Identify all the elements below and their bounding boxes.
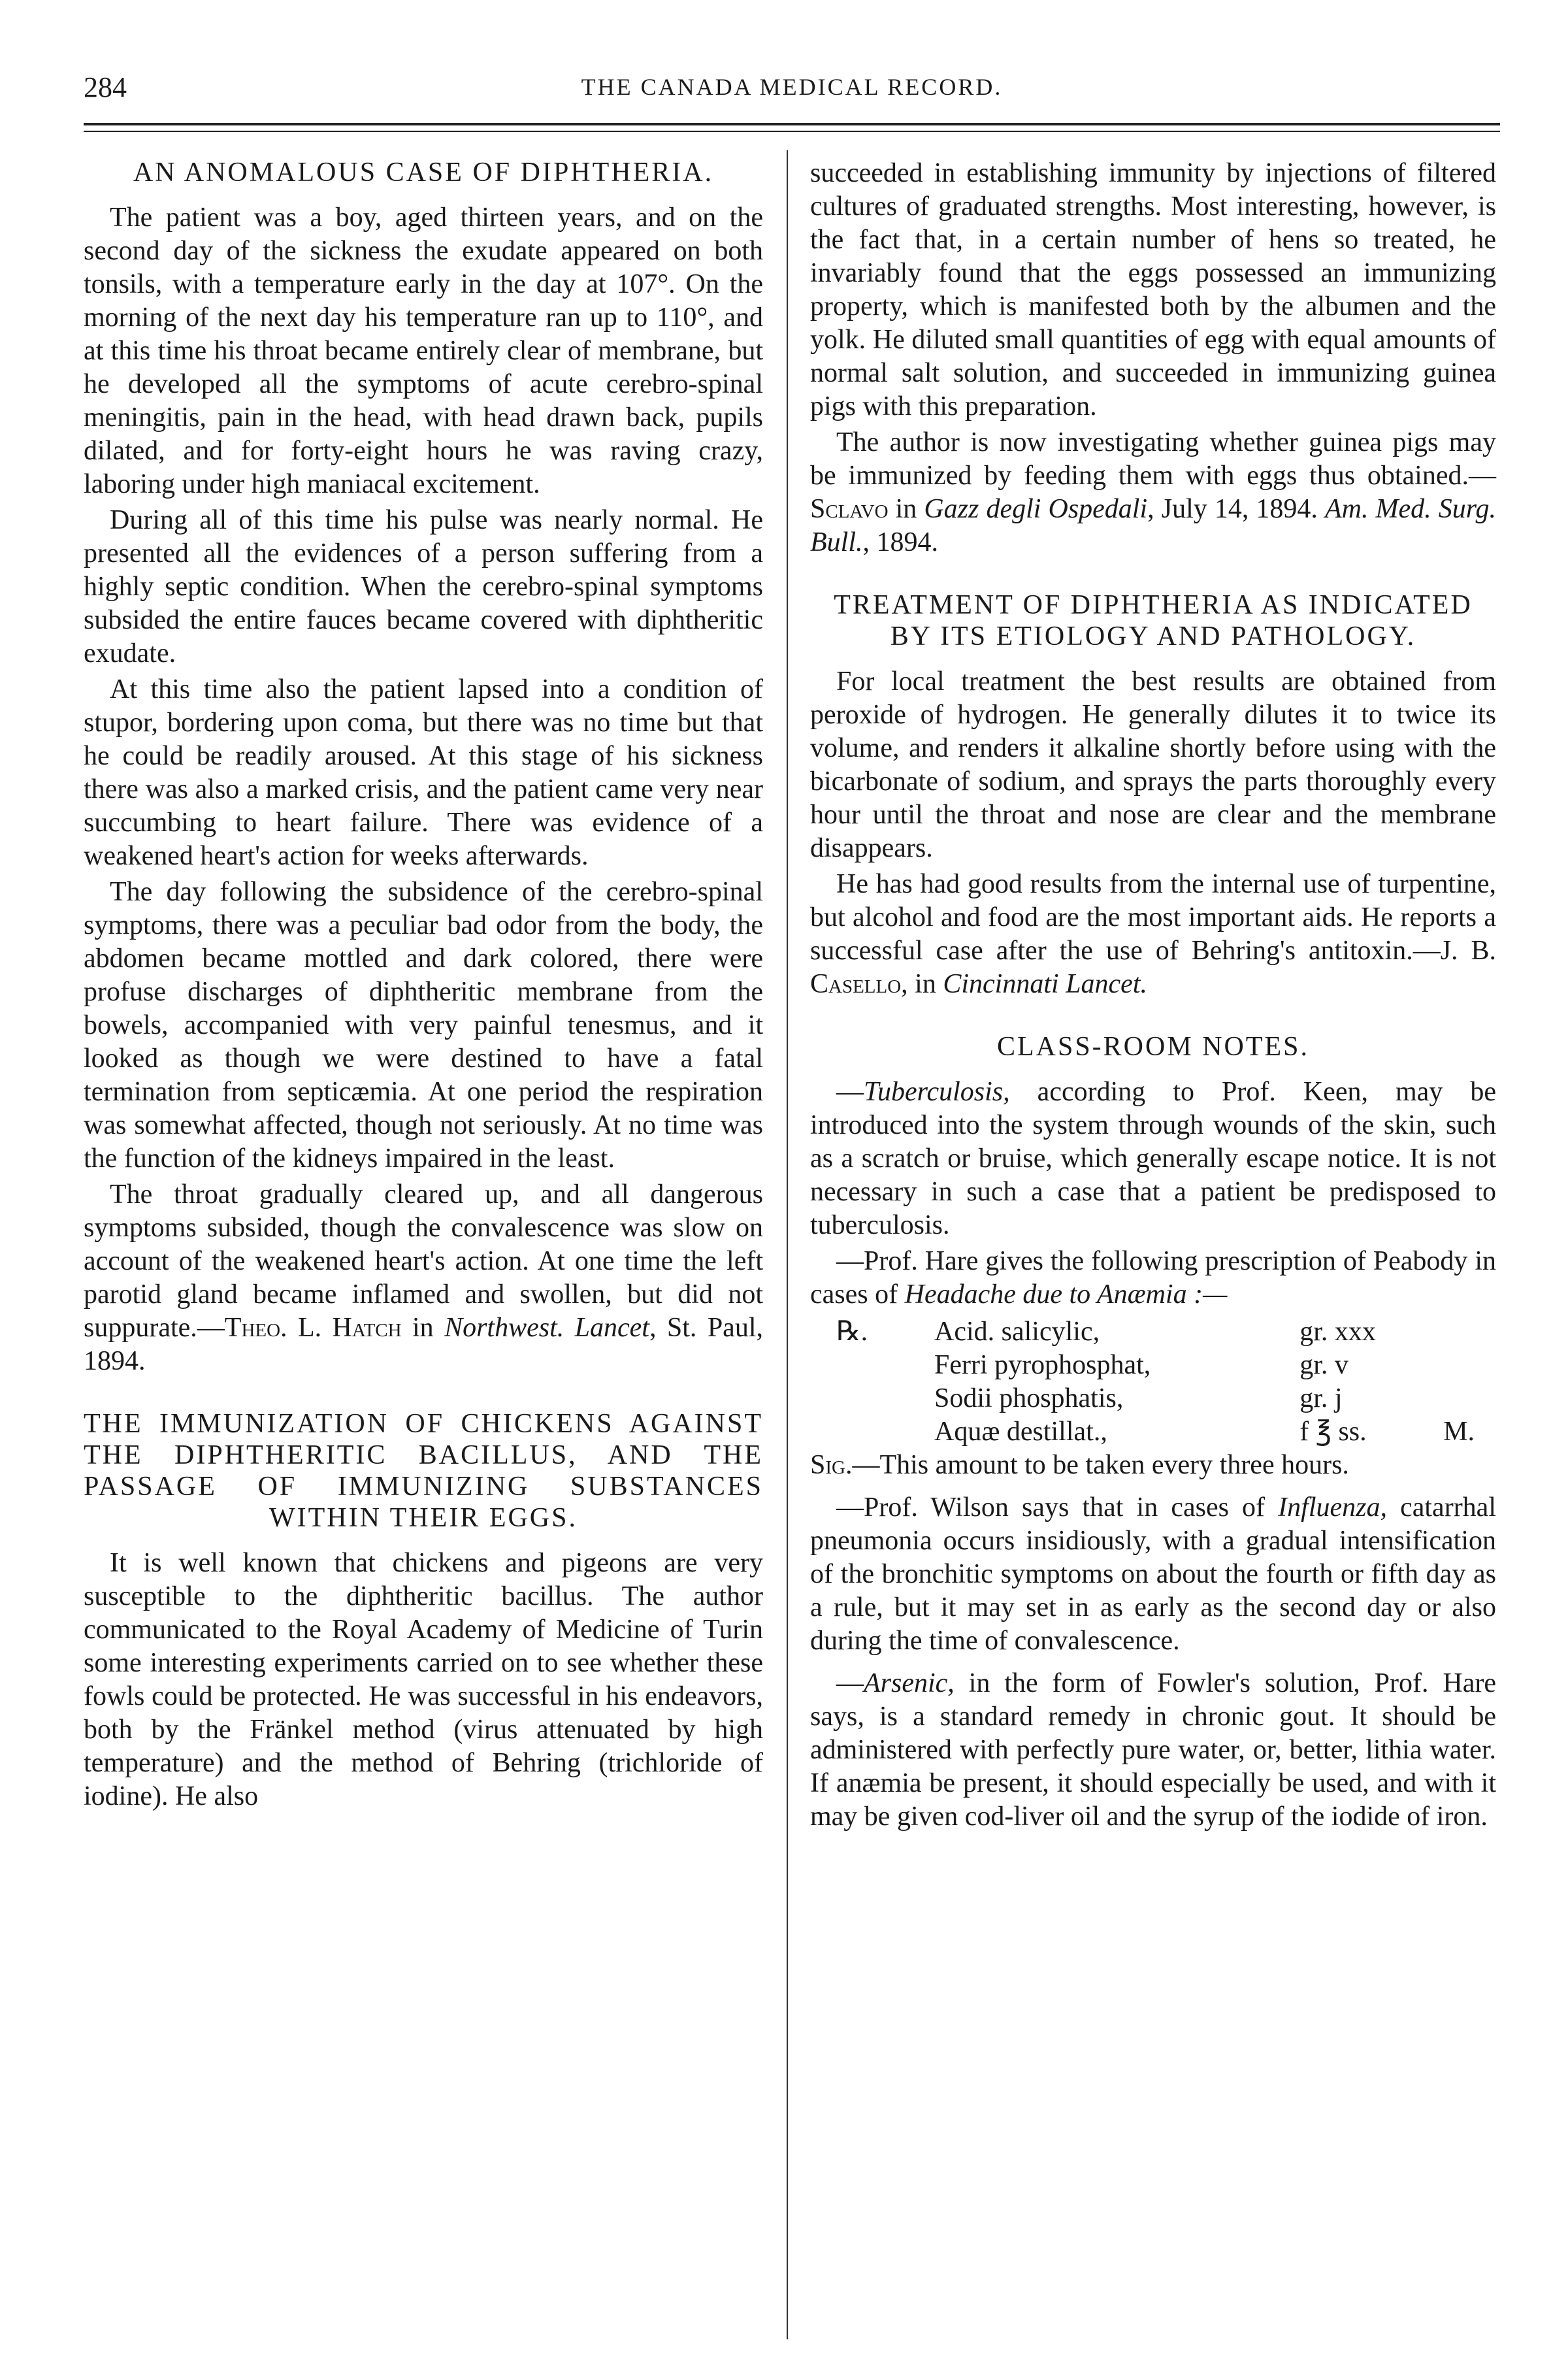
prescription-row [810,1349,1496,1382]
page-number: 284 [84,71,127,103]
note [1443,1382,1496,1415]
paragraph: The patient was a boy, aged thirteen years, and on the second day of the sickness the exudate appeared on both tonsils, with a temperature early in the day at 107°. On the morning of the next day his temperature ran up to 110°, and at this time his throat became entirely clear of membrane, but he developed all the symptoms of acute cerebro-spinal meningitis, pain in the head, with head drawn back, pupils dilated, and for forty-eight hours he was raving crazy, laboring under high maniacal excitement. [84,203,763,499]
column-divider [787,150,788,2339]
ingredient: Ferri pyrophosphat, [934,1350,1151,1380]
ingredient: Aquæ destillat., [934,1417,1107,1447]
page-header [84,71,1500,110]
amount: gr. j [1299,1383,1343,1413]
article-title: THE IMMUNIZATION OF CHICKENS AGAINST THE DIPHTHERITIC BACILLUS, AND THE PASSAGE OF IMMUNIZING SUBSTANCES WITHIN THEIR EGGS. [84,1409,763,1533]
note-text: catarrhal pneumonia occurs insidiously, with a gradual intensification of the bronchitic symptoms on about the fourth or fifth day as a rule, but it may set in as early as the second day or also during the time of convalescence. [810,1492,1496,1656]
note-arsenic [810,1667,1496,1834]
amount: gr. v [1299,1350,1348,1380]
paragraph-with-citation [810,868,1496,1001]
citation-author: Theo. L. Hatch [224,1313,402,1343]
citation-journal-2: Am. Med. Surg. Bull. [810,494,1497,557]
note [1443,1349,1496,1382]
article-immunization-chickens [84,1408,763,1813]
amount: f ℥ ss. [1299,1417,1367,1447]
section-gap [810,559,1496,589]
citation-in: in [888,494,924,524]
paragraph-with-citation [84,1178,763,1378]
paragraph-text: The author is now investigating whether guinea pigs may be immunized by feeding them with eggs thus obtained.— [810,427,1496,491]
note: M. [1443,1417,1475,1447]
note-text: —Prof. Hare gives the following prescription of Peabody in cases of [810,1246,1496,1310]
note-text: —Prof. Wilson says that in cases of [836,1492,1279,1523]
citation-journal: Gazz degli Ospedali [924,494,1148,524]
article-title: AN ANOMALOUS CASE OF DIPHTHERIA. [133,157,714,188]
amount: gr. xxx [1299,1317,1376,1347]
article-anomalous-case [84,157,763,1378]
note [1443,1315,1496,1349]
paragraph-text: He has had good results from the internal use of turpentine, but alcohol and food are the most important aids. He reports a successful case after the use of Behring's antitoxin.— [810,869,1496,966]
sig-label: Sig. [810,1450,853,1480]
note-term: Headache due to Anæmia :— [904,1279,1228,1310]
citation-in: , in [901,969,943,999]
citation-author: J. B. Casello [810,936,1496,999]
paragraph: The day following the subsidence of the cerebro-spinal symptoms, there was a peculiar bad odor from the body, the abdomen became mottled and dark colored, there were profuse discharges of diphtheritic membrane from the bowels, accompanied with very painful tenesmus, and it looked as though we were destined to have a fatal termination from septicæmia. At one period the respiration was somewhat affected, though not seriously. At no time was the function of the kidneys impaired in the least. [84,877,763,1174]
dash: — [836,1077,864,1107]
paragraph-with-citation [810,426,1496,559]
left-column [84,157,763,1813]
article-treatment-diphtheria [810,589,1496,1001]
header-rule [84,123,1500,125]
prescription-row [810,1382,1496,1415]
citation-journal: Cincinnati Lancet. [943,969,1147,999]
prescription-row [810,1415,1496,1449]
prescription-row [810,1315,1496,1349]
citation-journal: Northwest. Lancet [444,1313,649,1343]
ingredient: Acid. salicylic, [934,1317,1100,1347]
ingredient: Sodii phosphatis, [934,1383,1124,1413]
section-title: CLASS-ROOM NOTES. [996,1032,1310,1062]
note-influenza [810,1491,1496,1658]
section-gap [810,1001,1496,1031]
citation-date: , July 14, 1894. [1147,494,1325,524]
paragraph: It is well known that chickens and pigeons are very susceptible to the diphtheritic bacillus. The author communicated to the Royal Academy of Medicine of Turin some interesting experiments carried on to see whether these fowls could be protected. He was successful in his endeavors, both by the Fränkel method (virus attenuated by high temperature) and the method of Behring (trichloride of iodine). He also [84,1548,763,1811]
class-room-notes [810,1031,1496,1834]
note-prescription-intro [810,1245,1496,1311]
prescription-sig [810,1449,1496,1482]
article-title: TREATMENT OF DIPHTHERIA AS INDICATED BY ITS ETIOLOGY AND PATHOLOGY. [834,590,1473,651]
paragraph: At this time also the patient lapsed into a condition of stupor, bordering upon coma, but there was no time but that he could be readily aroused. At this stage of his sickness there was also a marked crisis, and the patient came very near succumbing to heart failure. There was evidence of a weakened heart's action for weeks afterwards. [84,674,763,871]
article-continuation [810,157,1496,559]
note-term: Influenza, [1278,1492,1387,1523]
citation-in: in [401,1313,445,1343]
recipe-symbol: ℞. [836,1317,868,1347]
note-term: Arsenic, [864,1668,955,1698]
note-text: in the form of Fowler's solution, Prof. Hare says, is a standard remedy in chronic gout. It should be administered with perfectly pure water, or, better, lithia water. If anæmia be present, it should especially be used, and with it may be given cod-liver oil and the syrup of the iodide of iron. [810,1668,1496,1832]
citation-place: , St. Paul, 1894. [84,1313,763,1376]
paragraph-text: The throat gradually cleared up, and all dangerous symptoms subsided, though the convalescence was slow on account of the weakened heart's action. At one time the left parotid gland became inflamed and swollen, but did not suppurate.— [84,1179,763,1343]
citation-year: , 1894. [862,527,938,557]
sig-text: —This amount to be taken every three hours. [852,1450,1349,1480]
section-gap [84,1378,763,1408]
note-term: Tuberculosis, [864,1077,1010,1107]
paragraph: For local treatment the best results are obtained from peroxide of hydrogen. He generally dilutes it to twice its volume, and renders it alkaline shortly before using with the bicarbonate of sodium, and sprays the parts thoroughly every hour until the throat and nose are clear and the membrane disappears. [810,667,1496,863]
citation-author: Sclavo [810,494,889,524]
header-rule-thin [84,131,1500,132]
right-column [810,157,1496,1834]
dash: — [836,1668,864,1698]
note-text: according to Prof. Keen, may be introduced into the system through wounds of the skin, such as a scratch or bruise, which generally escape notice. It is not necessary in such a case that a patient be predisposed to tuberculosis. [810,1077,1496,1240]
prescription-table [810,1315,1496,1449]
paragraph: succeeded in establishing immunity by injections of filtered cultures of graduated strengths. Most interesting, however, is the fact that, in a certain number of hens so treated, he invariably found that the eggs possessed an immunizing property, which is manifested both by the albumen and the yolk. He diluted small quantities of egg with equal amounts of normal salt solution, and succeeded in immunizing guinea pigs with this preparation. [810,158,1496,421]
paragraph: During all of this time his pulse was nearly normal. He presented all the evidences of a person suffering from a highly septic condition. When the cerebro-spinal symptoms subsided the entire fauces became covered with diphtheritic exudate. [84,505,763,668]
note-tuberculosis [810,1076,1496,1242]
running-title: THE CANADA MEDICAL RECORD. [581,74,1003,100]
